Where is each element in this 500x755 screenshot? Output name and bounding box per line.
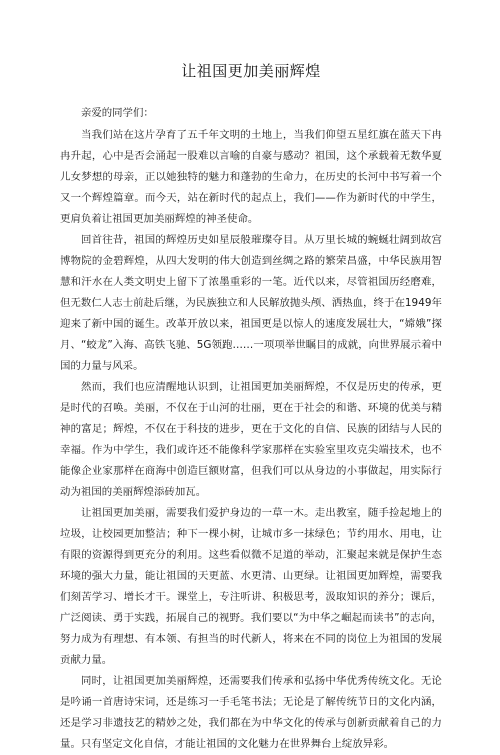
paragraph-1: 当我们站在这片孕育了五千年文明的土地上，当我们仰望五星红旗在蓝天下冉冉升起，心中是否会涌起一股难以言喻的自豪与感动？祖国，这个承载着无数华夏儿女梦想的母亲，正以她独特的魅力和蓬勃的生命力，在历史的长河中书写着一个又一个辉煌篇章。而今天，站在新时代的起点上，我们——作为新时代的中学生，更肩负着让祖国更加美丽辉煌的神圣使命。 xyxy=(60,129,442,225)
paragraph-2: 回首往昔，祖国的辉煌历史如星辰般璀璨夺目。从万里长城的蜿蜒壮阔到故宫博物院的金碧辉煌，从四大发明的伟大创造到丝绸之路的繁荣昌盛，中华民族用智慧和汗水在人类文明史上留下了浓墨重彩的一笔。近代以来，尽管祖国历经磨难，但无数仁人志士前赴后继，为民族独立和人民解放抛头颅、洒热血，终于在1949年迎来了新中国的诞生。改革开放以来，祖国更是以惊人的速度发展壮大，“嫦娥”探月、“蛟龙”入海、高铁飞驰、5G领跑……一项项举世瞩目的成就，向世界展示着中国的力量与风采。 xyxy=(60,234,442,372)
document-title: 让祖国更加美丽辉煌 xyxy=(181,62,321,80)
paragraph-3: 然而，我们也应清醒地认识到，让祖国更加美丽辉煌，不仅是历史的传承，更是时代的召唤。美丽，不仅在于山河的壮丽，更在于社会的和谐、环境的优美与精神的富足；辉煌，不仅在于科技的进步，更在于文化的自信、民族的团结与人民的幸福。作为中学生，我们或许还不能像科学家那样在实验室里攻克尖端技术，也不能像企业家那样在商海中创造巨额财富，但我们可以从身边的小事做起，用实际行动为祖国的美丽辉煌添砖加瓦。 xyxy=(60,381,442,498)
paragraph-4: 让祖国更加美丽，需要我们爱护身边的一草一木。走出教室，随手捡起地上的垃圾，让校园更加整洁；种下一棵小树，让城市多一抹绿色；节约用水、用电，让有限的资源得到更充分的利用。这些看似微不足道的举动，汇聚起来就是保护生态环境的强大力量，能让祖国的天更蓝、水更清、山更绿。让祖国更加辉煌，需要我们刻苦学习、增长才干。课堂上，专注听讲、积极思考，汲取知识的养分；课后，广泛阅读、勇于实践，拓展自己的视野。我们要以“为中华之崛起而读书”的志向，努力成为有理想、有本领、有担当的时代新人，将来在不同的岗位上为祖国的发展贡献力量。 xyxy=(60,507,442,666)
salutation: 亲爱的同学们： xyxy=(81,107,154,119)
paragraph-5: 同时，让祖国更加美丽辉煌，还需要我们传承和弘扬中华优秀传统文化。无论是吟诵一首唐诗宋词，还是练习一手毛笔书法；无论是了解传统节日的文化内涵，还是学习非遗技艺的精妙之处，我们都在为中华文化的传承与创新贡献着自己的力量。只有坚定文化自信，才能让祖国的文化魅力在世界舞台上绽放异彩。 xyxy=(60,675,442,750)
